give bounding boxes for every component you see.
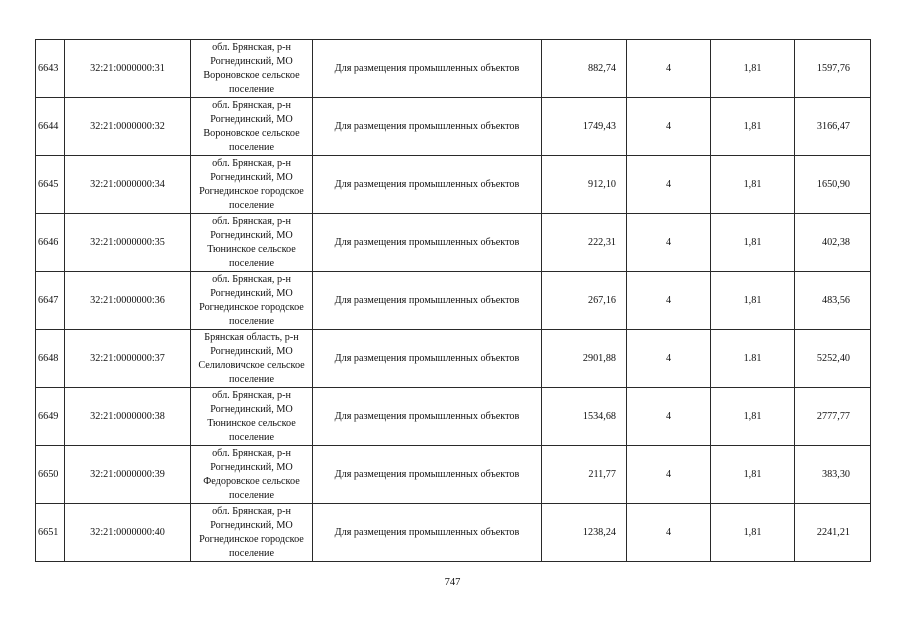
rate-cell: 1.81	[711, 330, 795, 388]
address-line: Рогнединский, МО	[210, 345, 293, 357]
group-cell: 4	[627, 388, 711, 446]
address-line: поселение	[229, 489, 274, 501]
address-cell	[191, 330, 313, 388]
cadastral-number-cell: 32:21:0000000:32	[65, 98, 191, 156]
table-row	[36, 504, 871, 562]
address-line: поселение	[229, 373, 274, 385]
table-row	[36, 156, 871, 214]
address-line: Рогнединский, МО	[210, 171, 293, 183]
group-cell: 4	[627, 98, 711, 156]
rate-cell: 1,81	[711, 388, 795, 446]
address-line: обл. Брянская, р-н	[212, 505, 291, 517]
record-number-cell: 6644	[36, 98, 65, 156]
area-cell: 1238,24	[542, 504, 627, 562]
area-cell: 882,74	[542, 40, 627, 98]
land-use-purpose-cell: Для размещения промышленных объектов	[313, 156, 542, 214]
cadastral-number-cell: 32:21:0000000:40	[65, 504, 191, 562]
address-line: поселение	[229, 315, 274, 327]
table-row	[36, 98, 871, 156]
address-line: поселение	[229, 199, 274, 211]
record-number-cell: 6645	[36, 156, 65, 214]
address-line: обл. Брянская, р-н	[212, 389, 291, 401]
group-cell: 4	[627, 214, 711, 272]
table-row	[36, 388, 871, 446]
address-line: Рогнединское городское	[199, 301, 304, 313]
total-value-cell: 2241,21	[795, 504, 871, 562]
address-line: Рогнединский, МО	[210, 519, 293, 531]
cadastral-number-cell: 32:21:0000000:39	[65, 446, 191, 504]
total-value-cell: 1597,76	[795, 40, 871, 98]
address-line: поселение	[229, 83, 274, 95]
address-cell	[191, 388, 313, 446]
land-use-purpose-cell: Для размещения промышленных объектов	[313, 446, 542, 504]
record-number-cell: 6647	[36, 272, 65, 330]
group-cell: 4	[627, 330, 711, 388]
address-line: Рогнединское городское	[199, 533, 304, 545]
rate-cell: 1,81	[711, 504, 795, 562]
record-number-cell: 6651	[36, 504, 65, 562]
total-value-cell: 483,56	[795, 272, 871, 330]
area-cell: 2901,88	[542, 330, 627, 388]
address-line: обл. Брянская, р-н	[212, 41, 291, 53]
table-body	[36, 40, 871, 562]
cadastral-number-cell: 32:21:0000000:38	[65, 388, 191, 446]
address-line: Вороновское сельское	[203, 127, 300, 139]
total-value-cell: 3166,47	[795, 98, 871, 156]
address-line: Рогнединский, МО	[210, 55, 293, 67]
address-line: Рогнединский, МО	[210, 229, 293, 241]
land-use-purpose-cell: Для размещения промышленных объектов	[313, 98, 542, 156]
table-row	[36, 446, 871, 504]
area-cell: 1534,68	[542, 388, 627, 446]
address-line: поселение	[229, 257, 274, 269]
address-line: обл. Брянская, р-н	[212, 99, 291, 111]
record-number-cell: 6649	[36, 388, 65, 446]
group-cell: 4	[627, 156, 711, 214]
land-use-purpose-cell: Для размещения промышленных объектов	[313, 272, 542, 330]
cadastral-number-cell: 32:21:0000000:34	[65, 156, 191, 214]
address-cell	[191, 214, 313, 272]
address-line: Рогнединский, МО	[210, 287, 293, 299]
cadastral-number-cell: 32:21:0000000:35	[65, 214, 191, 272]
rate-cell: 1,81	[711, 446, 795, 504]
address-line: Рогнединский, МО	[210, 461, 293, 473]
address-line: обл. Брянская, р-н	[212, 447, 291, 459]
area-cell: 211,77	[542, 446, 627, 504]
address-line: Селиловичское сельское	[198, 359, 305, 371]
group-cell: 4	[627, 504, 711, 562]
total-value-cell: 402,38	[795, 214, 871, 272]
address-line: поселение	[229, 547, 274, 559]
rate-cell: 1,81	[711, 156, 795, 214]
cadastral-number-cell: 32:21:0000000:31	[65, 40, 191, 98]
rate-cell: 1,81	[711, 272, 795, 330]
address-line: обл. Брянская, р-н	[212, 273, 291, 285]
land-use-purpose-cell: Для размещения промышленных объектов	[313, 40, 542, 98]
address-line: Брянская область, р-н	[204, 331, 299, 343]
address-line: Рогнединский, МО	[210, 113, 293, 125]
land-use-purpose-cell: Для размещения промышленных объектов	[313, 504, 542, 562]
group-cell: 4	[627, 40, 711, 98]
address-line: Тюнинское сельское	[207, 243, 296, 255]
group-cell: 4	[627, 446, 711, 504]
address-cell	[191, 98, 313, 156]
rate-cell: 1,81	[711, 214, 795, 272]
table-row	[36, 40, 871, 98]
total-value-cell: 2777,77	[795, 388, 871, 446]
cadastral-number-cell: 32:21:0000000:37	[65, 330, 191, 388]
land-use-purpose-cell: Для размещения промышленных объектов	[313, 214, 542, 272]
address-line: поселение	[229, 141, 274, 153]
land-use-purpose-cell: Для размещения промышленных объектов	[313, 330, 542, 388]
record-number-cell: 6648	[36, 330, 65, 388]
address-line: обл. Брянская, р-н	[212, 215, 291, 227]
address-cell	[191, 40, 313, 98]
area-cell: 1749,43	[542, 98, 627, 156]
area-cell: 267,16	[542, 272, 627, 330]
address-line: Рогнединский, МО	[210, 403, 293, 415]
record-number-cell: 6646	[36, 214, 65, 272]
address-line: обл. Брянская, р-н	[212, 157, 291, 169]
table-row	[36, 214, 871, 272]
land-use-purpose-cell: Для размещения промышленных объектов	[313, 388, 542, 446]
total-value-cell: 1650,90	[795, 156, 871, 214]
address-cell	[191, 446, 313, 504]
area-cell: 912,10	[542, 156, 627, 214]
rate-cell: 1,81	[711, 40, 795, 98]
area-cell: 222,31	[542, 214, 627, 272]
land-cadastral-table	[35, 39, 871, 562]
record-number-cell: 6650	[36, 446, 65, 504]
address-line: Вороновское сельское	[203, 69, 300, 81]
total-value-cell: 383,30	[795, 446, 871, 504]
cadastral-number-cell: 32:21:0000000:36	[65, 272, 191, 330]
address-cell	[191, 156, 313, 214]
address-cell	[191, 504, 313, 562]
page-number: 747	[444, 577, 461, 588]
total-value-cell: 5252,40	[795, 330, 871, 388]
address-cell	[191, 272, 313, 330]
address-line: Тюнинское сельское	[207, 417, 296, 429]
address-line: Рогнединское городское	[199, 185, 304, 197]
table-row	[36, 330, 871, 388]
rate-cell: 1,81	[711, 98, 795, 156]
group-cell: 4	[627, 272, 711, 330]
table-row	[36, 272, 871, 330]
address-line: Федоровское сельское	[203, 475, 300, 487]
address-line: поселение	[229, 431, 274, 443]
record-number-cell: 6643	[36, 40, 65, 98]
